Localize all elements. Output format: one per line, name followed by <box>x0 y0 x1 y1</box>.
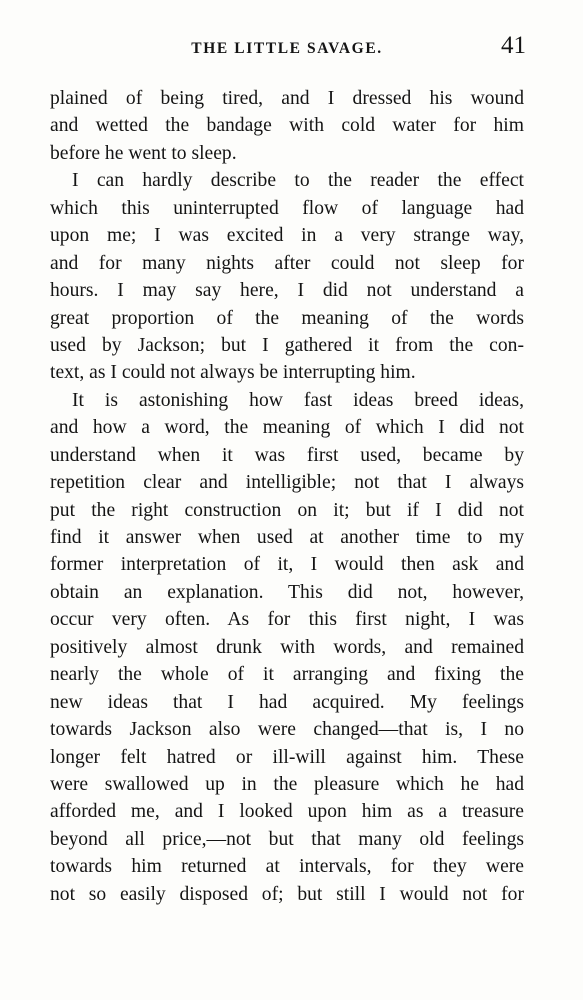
text-line: former interpretation of it, I would then ask and <box>50 554 524 576</box>
text-line: obtain an explanation. This did not, however, <box>50 581 524 603</box>
page-number: 41 <box>501 32 526 59</box>
text-line: understand when it was first used, became by <box>50 444 524 466</box>
text-line: hours. I may say here, I did not understand a <box>50 280 524 302</box>
text-line: which this uninterrupted flow of language had <box>50 197 524 219</box>
text-line: longer felt hatred or ill-will against him. These <box>50 746 524 768</box>
text-line: afforded me, and I looked upon him as a treasure <box>50 801 524 823</box>
text-line: and how a word, the meaning of which I did not <box>50 417 524 439</box>
running-head <box>50 32 526 68</box>
paragraph-end-line: text, as I could not always be interrupting him. <box>50 362 416 384</box>
text-line: find it answer when used at another time to my <box>50 527 524 548</box>
text-line: not so easily disposed of; but still I would not for <box>50 883 524 905</box>
text-line: and for many nights after could not sleep for <box>50 252 524 274</box>
paragraph-end-line: before he went to sleep. <box>50 142 237 164</box>
text-line: were swallowed up in the pleasure which he had <box>50 773 524 795</box>
text-line: put the right construction on it; but if I did not <box>50 499 524 521</box>
text-line: towards him returned at intervals, for they were <box>50 856 524 878</box>
text-line: occur very often. As for this first night, I was <box>50 609 524 631</box>
text-line: beyond all price,—not but that many old feelings <box>50 828 524 850</box>
text-line: towards Jackson also were changed—that is, I no <box>50 719 524 741</box>
text-line: positively almost drunk with words, and remained <box>50 636 524 658</box>
running-title: THE LITTLE SAVAGE. <box>191 40 383 57</box>
text-line: plained of being tired, and I dressed his wound <box>50 88 524 109</box>
paragraph-start-line: I can hardly describe to the reader the effect <box>72 170 524 192</box>
text-line: and wetted the bandage with cold water for him <box>50 115 524 137</box>
text-line: new ideas that I had acquired. My feelings <box>50 691 524 713</box>
text-line: nearly the whole of it arranging and fixing the <box>50 664 524 686</box>
paragraph-start-line: It is astonishing how fast ideas breed ideas, <box>72 389 524 411</box>
text-line: great proportion of the meaning of the words <box>50 307 524 329</box>
text-line: upon me; I was excited in a very strange way, <box>50 225 524 247</box>
body-text <box>50 85 524 908</box>
text-line: repetition clear and intelligible; not that I always <box>50 472 524 494</box>
text-line: used by Jackson; but I gathered it from the con- <box>50 334 524 356</box>
